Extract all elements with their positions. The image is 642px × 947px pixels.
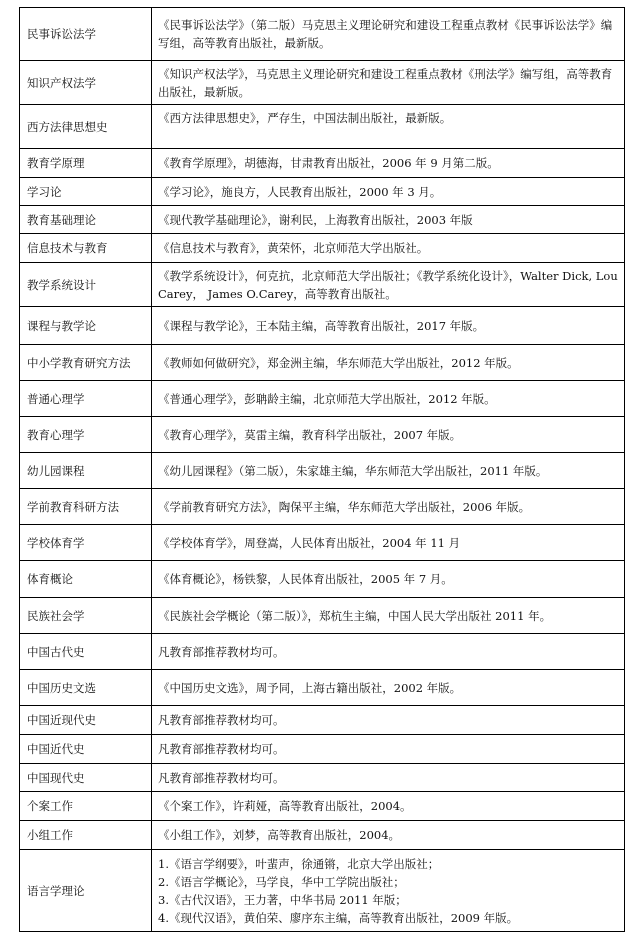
table-row [20,234,625,263]
table-row [20,263,625,307]
textbook-reference: 《个案工作》，许莉娅，高等教育出版社，2004。 [152,792,625,821]
table-row [20,206,625,234]
textbook-reference: 《教育学原理》，胡德海，甘肃教育出版社，2006 年 9 月第二版。 [152,149,625,178]
textbook-reference: 《普通心理学》，彭聃龄主编，北京师范大学出版社，2012 年版。 [152,381,625,417]
course-name: 学习论 [20,178,152,206]
course-name: 中小学教育研究方法 [20,345,152,381]
table-row [20,8,625,61]
table-row [20,735,625,764]
textbook-reference: 《学习论》，施良方，人民教育出版社，2000 年 3 月。 [152,178,625,206]
table-row [20,598,625,634]
table-row [20,61,625,105]
textbook-table-page [19,7,624,932]
table-row [20,561,625,598]
textbook-reference: 《学校体育学》，周登嵩，人民体育出版社，2004 年 11 月 [152,525,625,561]
course-name: 中国近现代史 [20,706,152,735]
course-name: 中国现代史 [20,764,152,792]
table-row [20,178,625,206]
course-name: 普通心理学 [20,381,152,417]
course-name: 个案工作 [20,792,152,821]
textbook-reference: 《学前教育研究方法》，陶保平主编，华东师范大学出版社，2006 年版。 [152,489,625,525]
course-name: 学校体育学 [20,525,152,561]
course-name: 西方法律思想史 [20,105,152,149]
textbook-list-item: 2.《语言学概论》，马学良，华中工学院出版社； [158,874,405,889]
course-name: 知识产权法学 [20,61,152,105]
textbook-reference: 凡教育部推荐教材均可。 [152,634,625,670]
course-name: 幼儿园课程 [20,453,152,489]
table-row [20,417,625,453]
textbook-reference: 凡教育部推荐教材均可。 [152,764,625,792]
course-name: 教学系统设计 [20,263,152,307]
table-row [20,525,625,561]
table-row [20,345,625,381]
textbook-reference: 《幼儿园课程》（第二版），朱家雄主编，华东师范大学出版社，2011 年版。 [152,453,625,489]
textbook-reference: 《小组工作》，刘梦，高等教育出版社，2004。 [152,821,625,850]
textbook-reference: 《体育概论》，杨铁黎，人民体育出版社，2005 年 7 月。 [152,561,625,598]
textbook-reference: 《教学系统设计》，何克抗，北京师范大学出版社；《教学系统化设计》，Walter Dick, Lou Carey， James O.Carey，高等教育出版社。 [152,263,625,307]
course-name: 信息技术与教育 [20,234,152,263]
table-row [20,821,625,850]
course-name: 小组工作 [20,821,152,850]
course-name: 体育概论 [20,561,152,598]
table-row [20,489,625,525]
table-row [20,706,625,735]
textbook-reference: 《教师如何做研究》，郑金洲主编，华东师范大学出版社，2012 年版。 [152,345,625,381]
table-row [20,850,625,932]
textbook-reference: 《现代教学基础理论》，谢利民，上海教育出版社，2003 年版 [152,206,625,234]
textbook-reference: 《课程与教学论》，王本陆主编，高等教育出版社，2017 年版。 [152,307,625,345]
textbook-reference: 《知识产权法学》，马克思主义理论研究和建设工程重点教材《刑法学》编写组，高等教育出版社，最新版。 [152,61,625,105]
textbook-reference: 《信息技术与教育》，黄荣怀，北京师范大学出版社。 [152,234,625,263]
table-row [20,764,625,792]
course-name: 中国古代史 [20,634,152,670]
textbook-reference: 凡教育部推荐教材均可。 [152,735,625,764]
textbook-reference: 《民族社会学概论（第二版）》，郑杭生主编，中国人民大学出版社 2011 年。 [152,598,625,634]
textbook-reference: 《教育心理学》，莫雷主编，教育科学出版社，2007 年版。 [152,417,625,453]
course-name: 教育基础理论 [20,206,152,234]
table-row [20,149,625,178]
table-row [20,634,625,670]
textbook-reference: 《西方法律思想史》，严存生，中国法制出版社，最新版。 [152,105,625,149]
table-row [20,105,625,149]
course-name: 教育学原理 [20,149,152,178]
textbook-list [152,850,625,932]
table-row [20,792,625,821]
textbook-list-item: 4.《现代汉语》，黄伯荣、廖序东主编，高等教育出版社，2009 年版。 [158,910,519,925]
course-name: 课程与教学论 [20,307,152,345]
table-row [20,670,625,706]
textbook-list-item: 3.《古代汉语》，王力著，中华书局 2011 年版； [158,892,407,907]
course-name: 民事诉讼法学 [20,8,152,61]
course-name: 学前教育科研方法 [20,489,152,525]
course-name: 中国近代史 [20,735,152,764]
table-row [20,453,625,489]
table-row [20,307,625,345]
textbook-reference: 《中国历史文选》，周予同，上海古籍出版社，2002 年版。 [152,670,625,706]
course-name: 民族社会学 [20,598,152,634]
textbook-table [19,7,625,932]
table-row [20,381,625,417]
course-name: 教育心理学 [20,417,152,453]
course-name: 语言学理论 [20,850,152,932]
textbook-reference: 《民事诉讼法学》（第二版）马克思主义理论研究和建设工程重点教材《民事诉讼法学》编写组，高等教育出版社，最新版。 [152,8,625,61]
textbook-list-item: 1.《语言学纲要》，叶蜚声，徐通锵，北京大学出版社； [158,856,440,871]
course-name: 中国历史文选 [20,670,152,706]
textbook-reference: 凡教育部推荐教材均可。 [152,706,625,735]
